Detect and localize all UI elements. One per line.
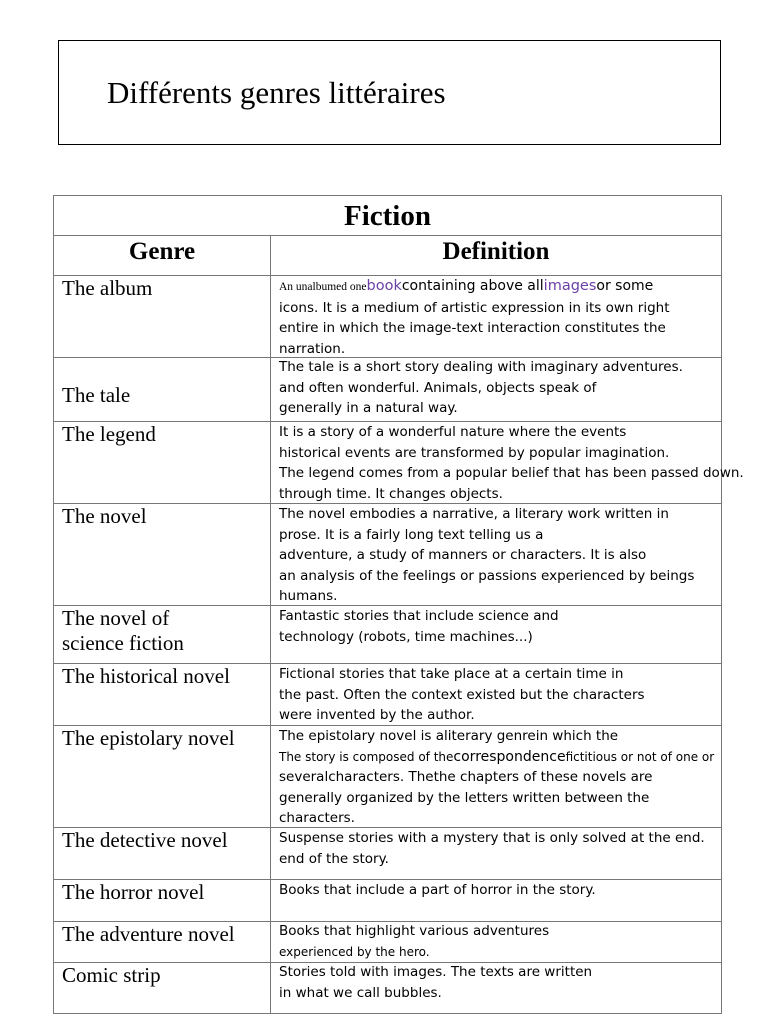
definition-line: generally organized by the letters written between the — [279, 789, 650, 806]
genre-cell — [62, 504, 147, 529]
genre-cell — [62, 922, 235, 947]
genre-label: science fiction — [62, 631, 184, 655]
definition-line: generally in a natural way. — [279, 400, 458, 416]
definition-line: in what we call bubbles. — [279, 984, 442, 1001]
genre-cell — [62, 828, 228, 853]
definition-line: The legend comes from a popular belief that has been passed down. — [279, 465, 744, 481]
definition-line: The tale is a short story dealing with imaginary adventures. — [279, 359, 683, 375]
title-box — [58, 40, 721, 145]
definition-line: adventure, a study of manners or characters. It is also — [279, 547, 647, 563]
definition-line: entire in which the image-text interaction constitutes the — [279, 320, 666, 336]
definition-line: Fantastic stories that include science and — [279, 608, 559, 624]
definition-line: Books that include a part of horror in the story. — [279, 882, 596, 898]
genre-label: The historical novel — [62, 664, 230, 688]
definition-line: humans. — [279, 588, 338, 604]
definition-line: were invented by the author. — [279, 707, 475, 723]
genre-column-header: Genre — [128, 238, 196, 265]
genre-label: The novel of — [62, 606, 170, 630]
definition-line: The novel embodies a narrative, a literary work written in — [279, 506, 669, 522]
definition-cell — [279, 664, 751, 726]
definition-cell — [279, 504, 751, 607]
definition-line: end of the story. — [279, 850, 389, 867]
definition-line: experienced by the hero. — [279, 944, 430, 959]
genre-label: The album — [62, 276, 153, 300]
definition-line: the past. Often the context existed but the characters — [279, 686, 645, 703]
definition-cell — [279, 962, 751, 1003]
definition-cell — [279, 606, 751, 647]
genre-cell — [62, 963, 161, 988]
definition-column-header: Definition — [442, 238, 550, 265]
genre-cell — [62, 726, 235, 751]
definition-line: Suspense stories with a mystery that is only solved at the end. — [279, 830, 705, 846]
definition-line: The epistolary novel is aliterary genrein which the — [279, 728, 619, 744]
definition-line: through time. It changes objects. — [279, 485, 503, 502]
fiction-table — [53, 195, 744, 1014]
genre-label: The tale — [62, 383, 131, 407]
genre-cell — [62, 383, 130, 408]
definition-line: an analysis of the feelings or passions experienced by beings — [279, 567, 695, 584]
genre-label: The epistolary novel — [62, 726, 235, 750]
column-divider — [270, 235, 271, 1013]
genre-cell — [62, 422, 156, 447]
definition-cell — [279, 276, 751, 359]
definition-line: Fictional stories that take place at a certain time in — [279, 666, 624, 682]
genre-cell — [62, 276, 152, 301]
definition-cell — [279, 422, 751, 504]
section-heading: Fiction — [344, 200, 431, 232]
genre-label: Comic strip — [62, 963, 161, 987]
definition-line: prose. It is a fairly long text telling us a — [279, 526, 544, 543]
definition-cell — [279, 828, 751, 869]
definition-cell — [279, 726, 751, 829]
definition-cell — [279, 921, 751, 962]
definition-line: narration. — [279, 340, 346, 357]
definition-line: and often wonderful. Animals, objects speak of — [279, 379, 597, 396]
definition-line: icons. It is a medium of artistic expression in its own right — [279, 299, 670, 316]
definition-line: severalcharacters. Thethe chapters of these novels are — [279, 769, 653, 785]
definition-line: The story is composed of thecorrespondencefictitious or not of one or — [279, 748, 715, 765]
page-title: Différents genres littéraires — [107, 75, 446, 110]
genre-label: The detective novel — [62, 828, 228, 852]
definition-line: Books that highlight various adventures — [279, 923, 550, 939]
definition-line: historical events are transformed by popular imagination. — [279, 444, 670, 461]
definition-line: characters. — [279, 810, 355, 826]
definition-line: Stories told with images. The texts are written — [279, 964, 593, 980]
definition-cell — [279, 880, 751, 901]
genre-cell — [62, 880, 204, 905]
definition-line: technology (robots, time machines...) — [279, 628, 533, 645]
genre-label: The novel — [62, 504, 147, 528]
genre-cell — [62, 606, 184, 656]
genre-cell — [62, 664, 230, 689]
definition-cell — [279, 357, 751, 419]
definition-line: It is a story of a wonderful nature where the events — [279, 424, 627, 440]
definition-line: An unalbumed onebookcontaining above allimagesor some — [279, 278, 654, 294]
genre-label: The horror novel — [62, 880, 205, 904]
genre-label: The adventure novel — [62, 922, 235, 946]
genre-label: The legend — [62, 422, 156, 446]
